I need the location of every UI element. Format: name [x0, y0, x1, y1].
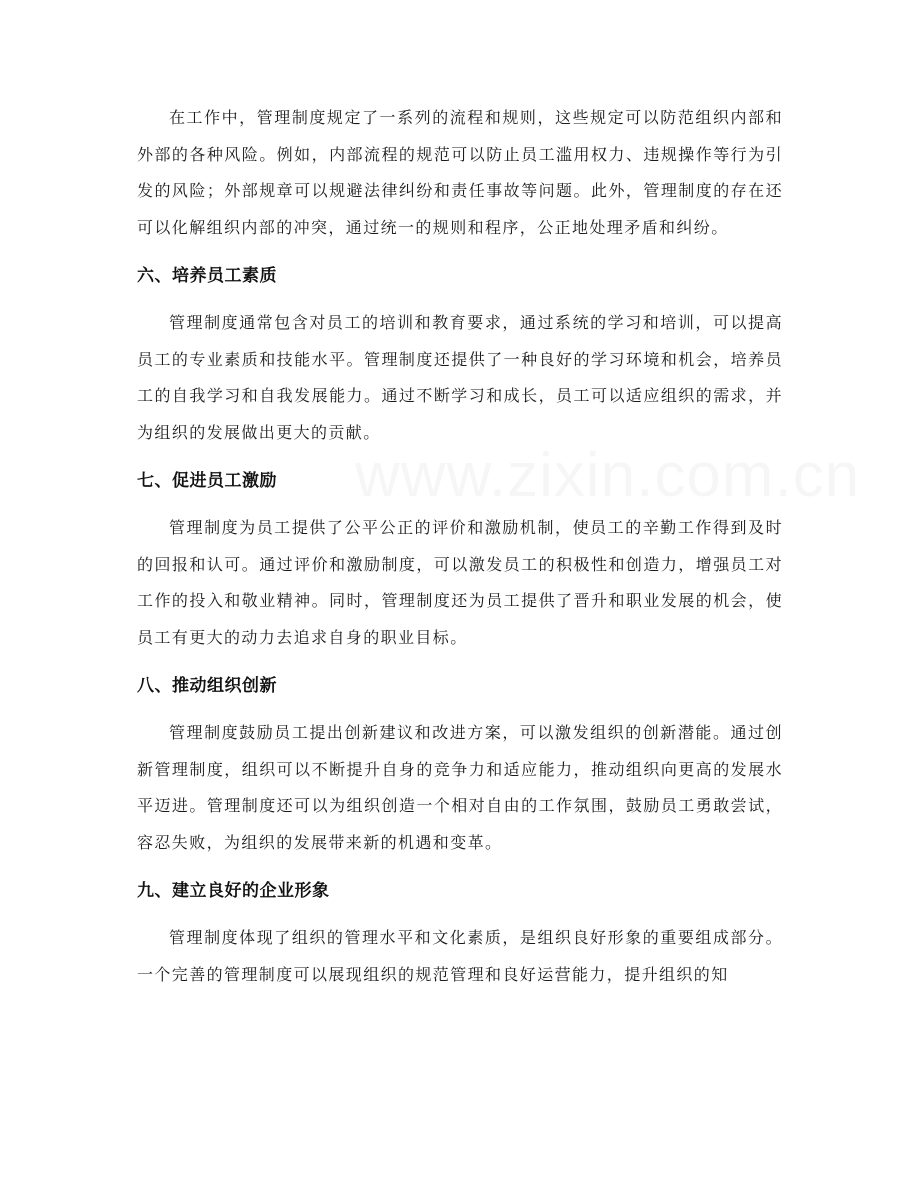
paragraph-section-9: 管理制度体现了组织的管理水平和文化素质，是组织良好形象的重要组成部分。一个完善的管理制度可以展现组织的规范管理和良好运营能力，提升组织的知 — [137, 928, 783, 984]
heading-section-9: 九、建立良好的企业形象 — [137, 881, 330, 901]
heading-section-7: 七、促进员工激励 — [137, 471, 277, 491]
heading-section-8: 八、推动组织创新 — [137, 676, 277, 696]
paragraph-section-7: 管理制度为员工提供了公平公正的评价和激励机制，使员工的辛勤工作得到及时的回报和认可。通过评价和激励制度，可以激发员工的积极性和创造力，增强员工对工作的投入和敬业精神。同时，管理制度还为员工提供了晋升和职业发展的机会，使员工有更大的动力去追求自身的职业目标。 — [137, 518, 783, 647]
paragraph-risk-prevention: 在工作中，管理制度规定了一系列的流程和规则，这些规定可以防范组织内部和外部的各种风险。例如，内部流程的规范可以防止员工滥用权力、违规操作等行为引发的风险；外部规章可以规避法律纠纷和责任事故等问题。此外，管理制度的存在还可以化解组织内部的冲突，通过统一的规则和程序，公正地处理矛盾和纠纷。 — [137, 108, 783, 237]
document-page — [137, 100, 783, 993]
paragraph-section-8: 管理制度鼓励员工提出创新建议和改进方案，可以激发组织的创新潜能。通过创新管理制度，组织可以不断提升自身的竞争力和适应能力，推动组织向更高的发展水平迈进。管理制度还可以为组织创造一个相对自由的工作氛围，鼓励员工勇敢尝试，容忍失败，为组织的发展带来新的机遇和变革。 — [137, 723, 783, 852]
heading-section-6: 六、培养员工素质 — [137, 266, 277, 286]
paragraph-section-6: 管理制度通常包含对员工的培训和教育要求，通过系统的学习和培训，可以提高员工的专业素质和技能水平。管理制度还提供了一种良好的学习环境和机会，培养员工的自我学习和自我发展能力。通过不断学习和成长，员工可以适应组织的需求，并为组织的发展做出更大的贡献。 — [137, 313, 783, 442]
